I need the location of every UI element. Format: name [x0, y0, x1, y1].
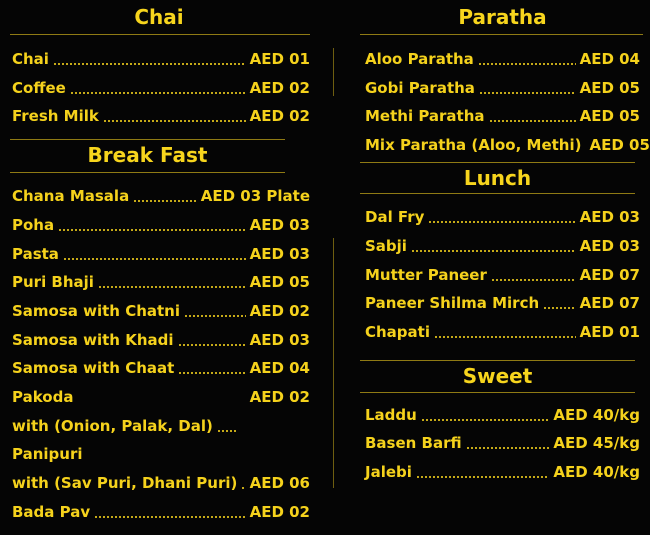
- item-name: Basen Barfi: [365, 434, 462, 452]
- section-title-lunch: Lunch: [463, 166, 532, 190]
- menu-item-pasta: [12, 243, 310, 265]
- item-name: Mix Paratha (Aloo, Methi): [365, 136, 582, 154]
- section-divider: [360, 193, 635, 194]
- item-name: Chapati: [365, 323, 430, 341]
- section-divider: [10, 172, 285, 173]
- item-name: Paneer Shilma Mirch: [365, 294, 540, 312]
- item-price: AED 05: [589, 136, 650, 154]
- dot-leader: [411, 250, 576, 252]
- section-divider: [360, 34, 643, 35]
- menu-item-jalebi: [365, 461, 640, 483]
- dot-leader: [133, 200, 197, 202]
- item-name: Samosa with Chatni: [12, 302, 181, 320]
- item-name: Laddu: [365, 406, 417, 424]
- item-name: Pasta: [12, 245, 59, 263]
- menu-item-panipuri-options: [12, 472, 310, 494]
- menu-item-pakoda-options: [12, 415, 242, 437]
- item-price: AED 45/kg: [553, 434, 640, 452]
- item-price: AED 03: [579, 208, 640, 226]
- item-name: Methi Paratha: [365, 107, 485, 125]
- column-divider: [333, 48, 334, 96]
- dot-leader: [416, 476, 549, 478]
- item-name: Bada Pav: [12, 503, 91, 521]
- item-price: AED 02: [249, 302, 310, 320]
- menu-item-methi-paratha: [365, 105, 640, 127]
- item-name: Panipuri: [12, 445, 83, 463]
- dot-leader: [491, 279, 576, 281]
- dot-leader: [184, 315, 246, 317]
- menu-item-puri-bhaji: [12, 271, 310, 293]
- section-title-chai: Chai: [134, 5, 184, 29]
- section-title-paratha: Paratha: [458, 5, 547, 29]
- menu-item-samosa-chatni: [12, 300, 310, 322]
- menu-item-chai: [12, 48, 310, 70]
- menu-item-basen-barfi: [365, 432, 640, 454]
- item-price: AED 40/kg: [553, 463, 640, 481]
- item-name: Sabji: [365, 237, 407, 255]
- item-price: AED 05: [249, 273, 310, 291]
- item-name: Coffee: [12, 79, 66, 97]
- item-price: AED 02: [249, 388, 310, 406]
- menu-item-mix-paratha: [365, 134, 650, 156]
- menu-item-gobi-paratha: [365, 77, 640, 99]
- item-price: AED 07: [579, 266, 640, 284]
- section-divider: [360, 360, 635, 361]
- section-divider: [360, 392, 635, 393]
- item-name: Jalebi: [365, 463, 412, 481]
- section-title-sweet: Sweet: [462, 364, 533, 388]
- item-name: Samosa with Khadi: [12, 331, 174, 349]
- menu-item-fresh-milk: [12, 105, 310, 127]
- menu-right-column: [355, 0, 650, 535]
- item-price: AED 04: [249, 359, 310, 377]
- menu-item-chapati: [365, 321, 640, 343]
- menu-item-poha: [12, 214, 310, 236]
- dot-leader: [479, 92, 576, 94]
- menu-item-mutter-paneer: [365, 264, 640, 286]
- dot-leader: [98, 286, 246, 288]
- item-name: Samosa with Chaat: [12, 359, 175, 377]
- item-name: Chai: [12, 50, 49, 68]
- item-name: with (Sav Puri, Dhani Puri): [12, 474, 238, 492]
- item-price: AED 07: [579, 294, 640, 312]
- menu-item-aloo-paratha: [365, 48, 640, 70]
- dot-leader: [217, 430, 238, 432]
- dot-leader: [543, 307, 575, 309]
- menu-item-chana-masala: [12, 185, 310, 207]
- menu-item-laddu: [365, 404, 640, 426]
- section-title-break-fast: Break Fast: [87, 143, 208, 167]
- menu-item-samosa-chaat: [12, 357, 310, 379]
- dot-leader: [421, 419, 550, 421]
- item-name: Gobi Paratha: [365, 79, 475, 97]
- section-divider: [10, 139, 285, 140]
- dot-leader: [466, 447, 550, 449]
- item-price: AED 03: [249, 245, 310, 263]
- dot-leader: [53, 63, 246, 65]
- menu-item-bada-pav: [12, 501, 310, 523]
- item-name: Chana Masala: [12, 187, 130, 205]
- item-name: with (Onion, Palak, Dal): [12, 417, 213, 435]
- item-name: Aloo Paratha: [365, 50, 474, 68]
- item-price: AED 06: [249, 474, 310, 492]
- menu-item-samosa-khadi: [12, 329, 310, 351]
- item-price: AED 02: [249, 503, 310, 521]
- dot-leader: [489, 120, 576, 122]
- dot-leader: [434, 336, 576, 338]
- item-name: Fresh Milk: [12, 107, 99, 125]
- dot-leader: [478, 63, 576, 65]
- menu-item-panipuri: [12, 443, 310, 465]
- item-price: AED 03: [249, 216, 310, 234]
- item-price: AED 03: [579, 237, 640, 255]
- dot-leader: [94, 516, 245, 518]
- item-price: AED 01: [249, 50, 310, 68]
- item-price: AED 40/kg: [553, 406, 640, 424]
- menu-item-pakoda: [12, 386, 310, 408]
- item-name: Puri Bhaji: [12, 273, 94, 291]
- item-name: Mutter Paneer: [365, 266, 487, 284]
- item-price: AED 05: [579, 107, 640, 125]
- item-price: AED 02: [249, 79, 310, 97]
- column-divider: [333, 238, 334, 488]
- section-divider: [360, 162, 635, 163]
- item-price: AED 01: [579, 323, 640, 341]
- item-name: Dal Fry: [365, 208, 425, 226]
- menu-item-coffee: [12, 77, 310, 99]
- item-price: AED 02: [249, 107, 310, 125]
- dot-leader: [178, 344, 246, 346]
- dot-leader: [70, 92, 246, 94]
- item-price: AED 04: [579, 50, 640, 68]
- item-name: Poha: [12, 216, 55, 234]
- menu-item-dal-fry: [365, 206, 640, 228]
- dot-leader: [58, 229, 245, 231]
- menu-left-column: [0, 0, 318, 535]
- item-name: Pakoda: [12, 388, 74, 406]
- dot-leader: [428, 221, 575, 223]
- item-price: AED 03 Plate: [200, 187, 310, 205]
- dot-leader: [241, 487, 245, 489]
- menu-item-sabji: [365, 235, 640, 257]
- menu-item-paneer-shilma-mirch: [365, 292, 640, 314]
- item-price: AED 03: [249, 331, 310, 349]
- item-price: AED 05: [579, 79, 640, 97]
- dot-leader: [63, 258, 246, 260]
- dot-leader: [178, 372, 245, 374]
- section-divider: [10, 34, 310, 35]
- dot-leader: [103, 120, 246, 122]
